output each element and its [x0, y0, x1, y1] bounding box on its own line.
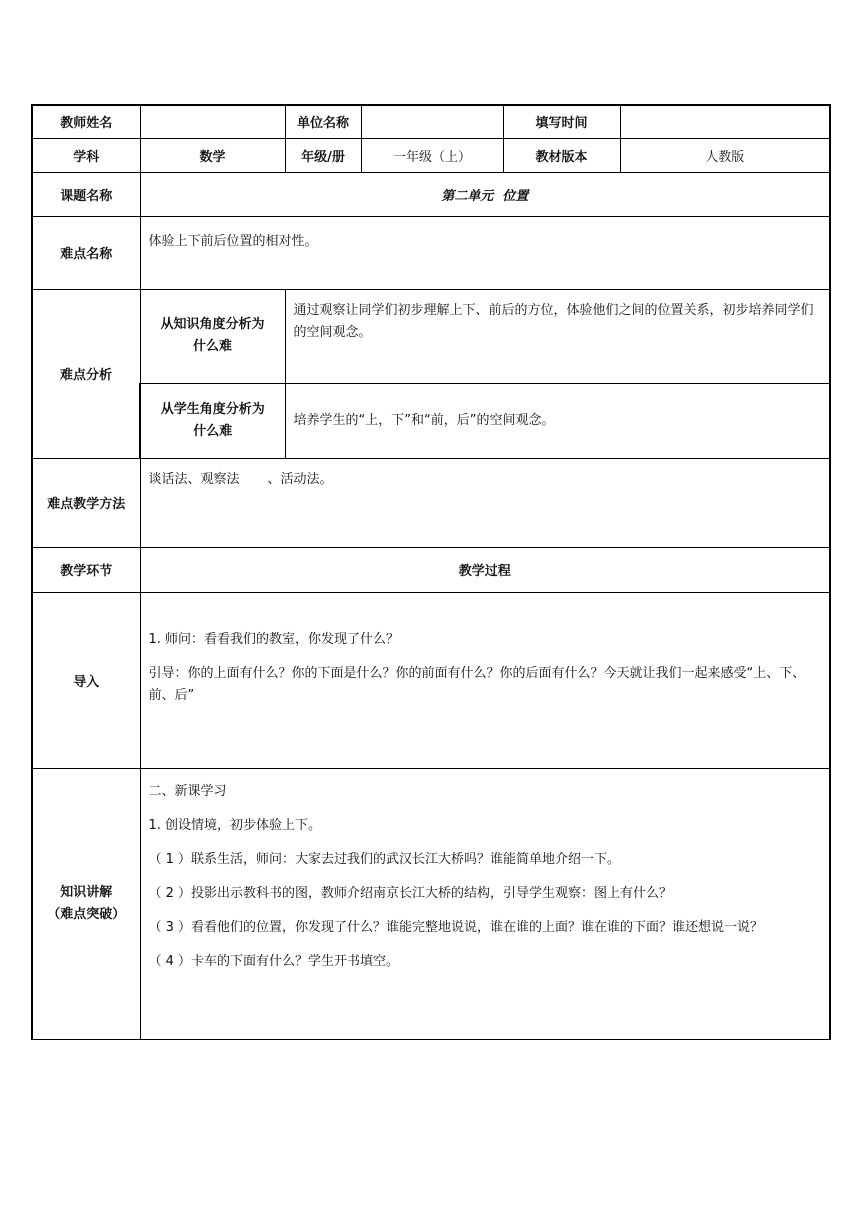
grade-value: 一年级（上）: [361, 138, 503, 172]
knowledge-label-line2: （难点突破）: [47, 906, 126, 922]
methods-part1: 谈话法、观察法: [148, 471, 240, 487]
lesson-plan-table: [31, 104, 831, 1040]
methods-part2: 、活动法。: [267, 471, 333, 487]
difficulty-row: [32, 216, 830, 289]
knowledge-label: [32, 768, 140, 1039]
info-row: [32, 138, 830, 172]
knowledge-angle-label-line1: 从知识角度分析为: [160, 317, 265, 332]
intro-content: [140, 592, 830, 768]
methods-label: 难点教学方法: [32, 458, 140, 547]
topic-label: 课题名称: [32, 172, 140, 216]
student-angle-label-line1: 从学生角度分析为: [160, 401, 265, 417]
intro-line-2: 引导：你的上面有什么？你的下面是什么？你的前面有什么？你的后面有什么？今天就让我们一起来感受“上、下、前、后”: [148, 665, 806, 703]
knowledge-row: [32, 768, 830, 1039]
student-angle-label: [140, 383, 285, 458]
subject-label: 学科: [32, 138, 140, 172]
topic-row: [32, 172, 830, 216]
knowledge-line: （ 3 ）看看他们的位置，你发现了什么？谁能完整地说说，谁在谁的上面？谁在谁的下面？谁还想说一说？: [148, 919, 764, 935]
analysis-label: 难点分析: [32, 289, 140, 458]
knowledge-line: （ 4 ）卡车的下面有什么？学生开书填空。: [148, 953, 400, 969]
topic-value: 第二单元 位置: [140, 172, 830, 216]
fill-date-label: 填写时间: [503, 105, 620, 138]
process-header-row: [32, 547, 830, 592]
edition-label: 教材版本: [503, 138, 620, 172]
knowledge-label-line1: 知识讲解: [60, 884, 113, 900]
knowledge-angle-text: 通过观察让同学们初步理解上下、前后的方位，体验他们之间的位置关系，初步培养同学们的空间观念。: [285, 289, 830, 383]
subject-value: 数学: [140, 138, 285, 172]
difficulty-value: 体验上下前后位置的相对性。: [140, 216, 830, 289]
unit-name-value: [361, 105, 503, 138]
intro-label: 导入: [32, 592, 140, 768]
header-row: [32, 105, 830, 138]
knowledge-angle-label-line2: 什么难: [192, 339, 232, 354]
analysis-student-row: [32, 383, 830, 458]
process-label: 教学过程: [140, 547, 830, 592]
edition-value: 人教版: [620, 138, 830, 172]
methods-value: [140, 458, 830, 547]
teacher-name-label: 教师姓名: [32, 105, 140, 138]
student-angle-text: 培养学生的“上，下”和“前，后”的空间观念。: [285, 383, 830, 458]
intro-row: [32, 592, 830, 768]
knowledge-line: 1. 创设情境，初步体验上下。: [148, 817, 322, 833]
grade-label: 年级/册: [285, 138, 361, 172]
knowledge-line: （ 1 ）联系生活，师问：大家去过我们的武汉长江大桥吗？谁能简单地介绍一下。: [148, 851, 621, 867]
teacher-name-value: [140, 105, 285, 138]
fill-date-value: [620, 105, 830, 138]
knowledge-line: （ 2 ）投影出示教科书的图，教师介绍南京长江大桥的结构，引导学生观察：图上有什么？: [148, 885, 673, 901]
stage-label: 教学环节: [32, 547, 140, 592]
methods-row: [32, 458, 830, 547]
knowledge-angle-label: [140, 289, 285, 383]
knowledge-content: [140, 768, 830, 1039]
unit-name-label: 单位名称: [285, 105, 361, 138]
difficulty-label: 难点名称: [32, 216, 140, 289]
knowledge-line: 二、新课学习: [148, 783, 227, 799]
student-angle-label-line2: 什么难: [193, 423, 233, 439]
analysis-knowledge-row: [32, 289, 830, 383]
intro-line-1: 1. 师问：看看我们的教室，你发现了什么？: [148, 631, 400, 647]
